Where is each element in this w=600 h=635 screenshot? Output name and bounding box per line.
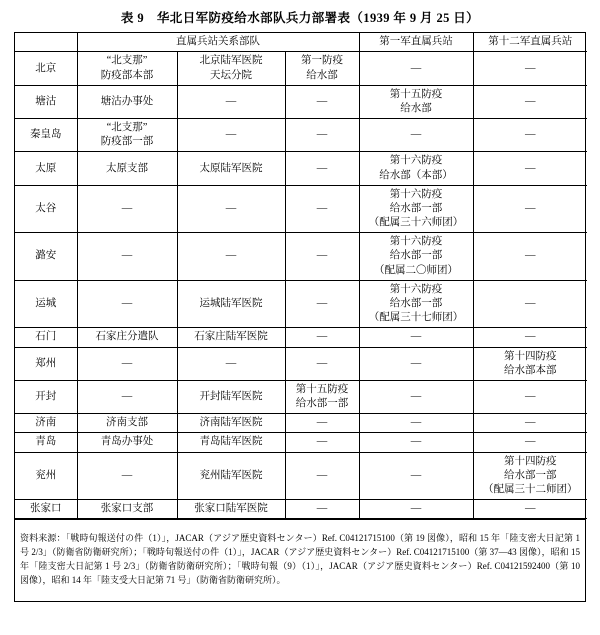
row-hq-unit: 张家口支部 — [77, 500, 177, 519]
row-hq-unit: 塘沽办事处 — [77, 85, 177, 118]
row-place: 秦皇岛 — [15, 119, 77, 152]
row-first-army-unit: — — [359, 500, 473, 519]
table-row — [15, 185, 587, 233]
table-row — [15, 414, 587, 433]
row-place: 潞安 — [15, 233, 77, 281]
row-first-army-unit: — — [359, 433, 473, 452]
row-first-army-unit: 第十六防疫 给水部一部 （配属三十七师团） — [359, 280, 473, 328]
row-hospital: 张家口陆军医院 — [177, 500, 285, 519]
row-hospital: 兖州陆军医院 — [177, 452, 285, 500]
row-twelfth-army-unit: — — [473, 119, 587, 152]
row-twelfth-army-unit: — — [473, 328, 587, 347]
row-hq-unit: 太原支部 — [77, 152, 177, 185]
table-row — [15, 52, 587, 85]
row-twelfth-army-unit: — — [473, 52, 587, 85]
row-place: 兖州 — [15, 452, 77, 500]
table-row — [15, 280, 587, 328]
row-place: 塘沽 — [15, 85, 77, 118]
row-hospital: — — [177, 185, 285, 233]
row-hq-unit: 济南支部 — [77, 414, 177, 433]
table-row — [15, 500, 587, 519]
row-place: 青岛 — [15, 433, 77, 452]
row-hospital: — — [177, 233, 285, 281]
header-twelfth-army: 第十二军直属兵站 — [473, 33, 587, 52]
row-water-unit: — — [285, 328, 359, 347]
row-hospital: 北京陆军医院 天坛分院 — [177, 52, 285, 85]
row-water-unit: — — [285, 152, 359, 185]
row-first-army-unit: — — [359, 380, 473, 413]
row-first-army-unit: 第十六防疫 给水部一部 （配属三十六师团） — [359, 185, 473, 233]
row-water-unit: — — [285, 233, 359, 281]
row-hq-unit: — — [77, 380, 177, 413]
row-first-army-unit: — — [359, 414, 473, 433]
row-hospital: 太原陆军医院 — [177, 152, 285, 185]
row-hq-unit: — — [77, 347, 177, 380]
row-hq-unit: “北支那” 防疫部本部 — [77, 52, 177, 85]
row-hq-unit: 石家庄分遣队 — [77, 328, 177, 347]
row-twelfth-army-unit: — — [473, 85, 587, 118]
row-twelfth-army-unit: — — [473, 500, 587, 519]
row-first-army-unit: — — [359, 452, 473, 500]
header-first-army: 第一军直属兵站 — [359, 33, 473, 52]
row-hospital: 开封陆军医院 — [177, 380, 285, 413]
row-place: 张家口 — [15, 500, 77, 519]
row-hospital: 济南陆军医院 — [177, 414, 285, 433]
row-twelfth-army-unit: — — [473, 233, 587, 281]
row-hospital: 运城陆军医院 — [177, 280, 285, 328]
row-place: 石门 — [15, 328, 77, 347]
row-hq-unit: 青岛办事处 — [77, 433, 177, 452]
table-row — [15, 119, 587, 152]
row-first-army-unit: — — [359, 52, 473, 85]
table-title: 表 9 华北日军防疫给水部队兵力部署表（1939 年 9 月 25 日） — [120, 11, 480, 25]
row-hq-unit: — — [77, 233, 177, 281]
deployment-table — [15, 33, 587, 519]
row-twelfth-army-unit: — — [473, 433, 587, 452]
row-hospital: 青岛陆军医院 — [177, 433, 285, 452]
row-place: 郑州 — [15, 347, 77, 380]
row-twelfth-army-unit: — — [473, 280, 587, 328]
row-water-unit: 第一防疫 给水部 — [285, 52, 359, 85]
row-place: 济南 — [15, 414, 77, 433]
table-header-row — [15, 33, 587, 52]
row-twelfth-army-unit: — — [473, 380, 587, 413]
row-place: 太谷 — [15, 185, 77, 233]
table-row — [15, 85, 587, 118]
table-row — [15, 152, 587, 185]
row-water-unit: — — [285, 452, 359, 500]
row-first-army-unit: — — [359, 119, 473, 152]
table-row — [15, 452, 587, 500]
table-row — [15, 380, 587, 413]
table-container — [14, 32, 586, 602]
row-water-unit: 第十五防疫 给水部一部 — [285, 380, 359, 413]
row-place: 北京 — [15, 52, 77, 85]
row-water-unit: — — [285, 280, 359, 328]
row-water-unit: — — [285, 119, 359, 152]
row-water-unit: — — [285, 414, 359, 433]
row-place: 运城 — [15, 280, 77, 328]
row-hq-unit: — — [77, 452, 177, 500]
table-body — [15, 33, 587, 518]
row-place: 太原 — [15, 152, 77, 185]
header-group-title: 直属兵站关系部队 — [77, 33, 359, 52]
header-blank-cell — [15, 33, 77, 52]
source-notes-text: 资料来源：「戦時旬報送付の件（1）」，JACAR（アジア歴史資料センター）Ref. C04121715100（第 19 図像），昭和 15 年「陸支密大日記第 1 号 2/3」（防衛省防衛研究所）；「戦時旬報送付の件（1）」，JACAR（アジア歴史資料センター）Ref. C04121715100（第 37—43 図像），昭和 15 年「陸支密大日記第 1 号 2/3」（防衛省防衛研究所）；「戦時旬報（9）（1）」，JACAR（アジア歴史資料センター）Ref. C04121592400（第 10 図像），昭和 14 年「陸支受大日記第 71 号」（防衛省防衛研究所）。 — [20, 533, 580, 586]
table-row — [15, 328, 587, 347]
row-first-army-unit: 第十六防疫 给水部一部 （配属二〇师团） — [359, 233, 473, 281]
row-first-army-unit: 第十五防疫 给水部 — [359, 85, 473, 118]
row-hospital: 石家庄陆军医院 — [177, 328, 285, 347]
row-hq-unit: “北支那” 防疫部一部 — [77, 119, 177, 152]
table-row — [15, 233, 587, 281]
row-twelfth-army-unit: — — [473, 185, 587, 233]
row-twelfth-army-unit: 第十四防疫 给水部一部 （配属三十二师团） — [473, 452, 587, 500]
row-water-unit: — — [285, 85, 359, 118]
row-twelfth-army-unit: — — [473, 414, 587, 433]
row-first-army-unit: 第十六防疫 给水部（本部） — [359, 152, 473, 185]
row-water-unit: — — [285, 500, 359, 519]
row-hospital: — — [177, 85, 285, 118]
row-water-unit: — — [285, 185, 359, 233]
row-place: 开封 — [15, 380, 77, 413]
row-hq-unit: — — [77, 280, 177, 328]
row-hospital: — — [177, 347, 285, 380]
row-first-army-unit: — — [359, 347, 473, 380]
row-hospital: — — [177, 119, 285, 152]
row-first-army-unit: — — [359, 328, 473, 347]
table-row — [15, 347, 587, 380]
row-water-unit: — — [285, 433, 359, 452]
table-row — [15, 433, 587, 452]
row-hq-unit: — — [77, 185, 177, 233]
row-twelfth-army-unit: 第十四防疫 给水部本部 — [473, 347, 587, 380]
row-water-unit: — — [285, 347, 359, 380]
source-notes — [15, 519, 585, 601]
row-twelfth-army-unit: — — [473, 152, 587, 185]
